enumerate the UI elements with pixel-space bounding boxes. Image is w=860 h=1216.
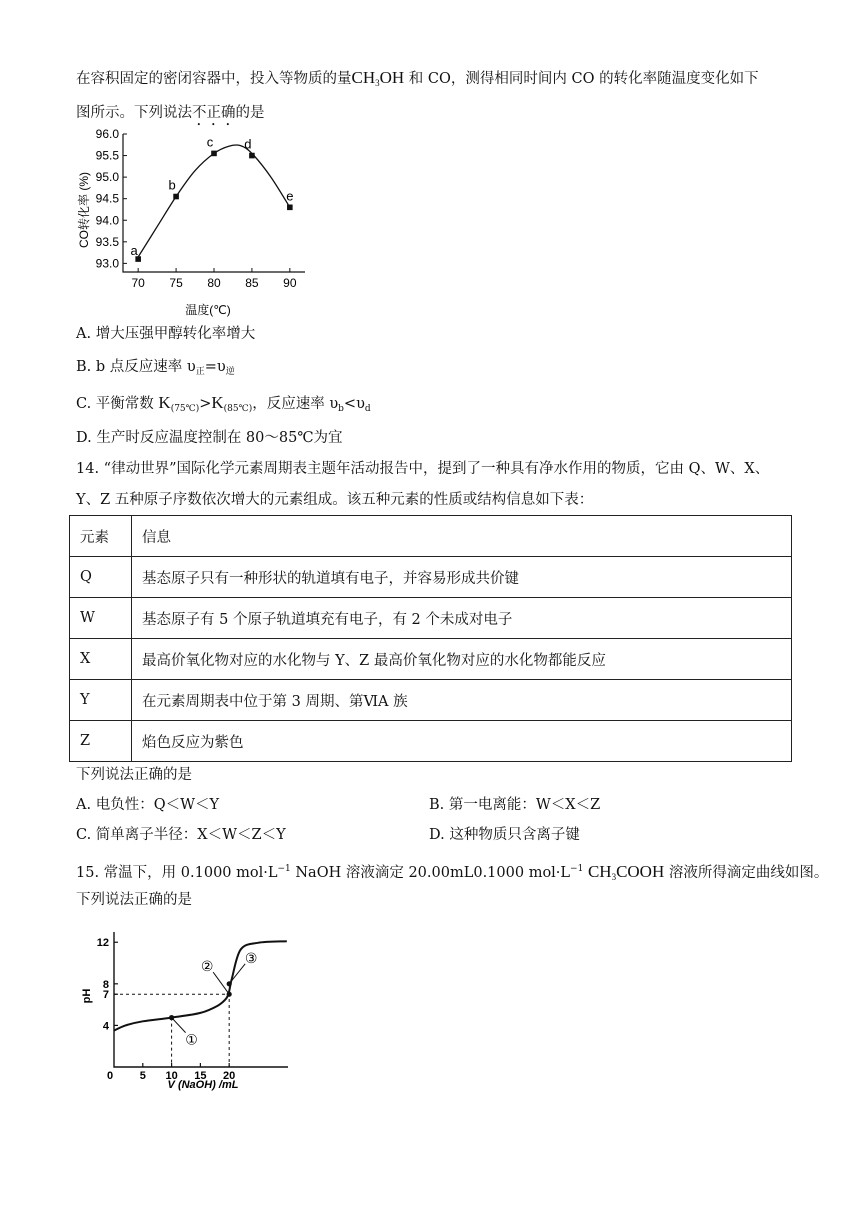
y-tick-label: 95.5: [95, 148, 119, 163]
table-cell-element: Y: [70, 680, 132, 721]
table-cell-info: 在元素周期表中位于第 3 周期、第ⅥA 族: [132, 680, 792, 721]
x-axis-label: 温度(℃): [185, 303, 231, 317]
point-label: e: [286, 188, 294, 204]
q13-option-c: C. 平衡常数 $K_{(75℃)}>K_{(85℃)}$，反应速率 $\upsilon_b<\upsilon_d$: [76, 393, 371, 414]
y-tick-label: 7: [102, 989, 109, 1002]
q14-option-a: A. 电负性：Q＜W＜Y: [76, 797, 220, 813]
y-tick-label: 93.0: [95, 256, 119, 271]
data-point-d: [249, 153, 255, 159]
co-conversion-chart: [68, 125, 318, 320]
q13-option-d: D. 生产时反应温度控制在 80～85℃为宜: [76, 430, 343, 446]
chart-axes: [114, 932, 288, 1067]
q14-stem-line2: Y、Z 五种原子序数依次增大的元素组成。该五种元素的性质或结构信息如下表：: [76, 492, 594, 508]
x-tick-label: 75: [169, 276, 183, 290]
x-tick-label: 85: [245, 276, 259, 290]
x-tick-label: 70: [131, 276, 145, 290]
q14-option-d: D. 这种物质只含离子键: [429, 827, 580, 843]
point-label: a: [130, 243, 138, 259]
x-tick-label: 20: [223, 1070, 236, 1082]
point-label: c: [206, 134, 214, 150]
data-point-b: [173, 194, 179, 200]
x-tick-label: 5: [139, 1070, 146, 1082]
q14-stem-line1: 14. “律动世界”国际化学元素周期表主题年活动报告中，提到了一种具有净水作用的物质，它由 Q、W、X、: [76, 461, 770, 477]
q14-prompt: 下列说法正确的是: [76, 767, 192, 783]
x-tick-label: 0: [106, 1070, 114, 1082]
q14-option-c: C. 简单离子半径：X＜W＜Z＜Y: [76, 827, 286, 843]
q15-stem-line1: 15. 常温下，用 0.1000 $mol\cdot L^{-1}$ NaOH 溶液滴定 20.00mL0.1000 $mol\cdot L^{-1}$ $CH_3COOH$ 溶液所得滴定曲线如图。: [76, 861, 829, 882]
table-cell-info: 基态原子有 5 个原子轨道填充有电子，有 2 个未成对电子: [132, 598, 792, 639]
table-row: [70, 680, 792, 721]
q15-stem-line2: 下列说法正确的是: [76, 892, 192, 908]
q13-option-b: B. b 点反应速率 $\upsilon_正=\upsilon_逆$: [76, 359, 235, 377]
element-info-table: [69, 515, 792, 762]
x-tick-label: 80: [207, 276, 221, 290]
titration-curve-chart: [78, 926, 303, 1096]
point-label: ②: [200, 958, 214, 975]
x-axis-label: V (NaOH) /mL: [167, 1079, 239, 1091]
y-tick-label: 94.0: [95, 213, 119, 228]
y-axis-label: pH: [81, 988, 93, 1004]
table-header-cell: 信息: [132, 516, 792, 557]
table-cell-element: Q: [70, 557, 132, 598]
table-cell-element: W: [70, 598, 132, 639]
y-tick-label: 95.0: [95, 170, 119, 185]
x-tick-label: 15: [194, 1070, 207, 1082]
leader-line: [172, 1018, 186, 1033]
y-tick-label: 8: [102, 978, 109, 991]
table-cell-info: 最高价氧化物对应的水化物与 Y、Z 最高价氧化物对应的水化物都能反应: [132, 639, 792, 680]
y-tick-label: 12: [96, 937, 109, 950]
table-header-row: [70, 516, 792, 557]
x-tick-label: 90: [283, 276, 297, 290]
data-point-c: [211, 151, 217, 157]
table-header-cell: 元素: [70, 516, 132, 557]
point-label: b: [168, 177, 176, 193]
y-tick-label: 93.5: [95, 234, 119, 249]
point-label: ③: [244, 949, 258, 966]
table-cell-info: 基态原子只有一种形状的轨道填有电子，并容易形成共价键: [132, 557, 792, 598]
table-row: [70, 721, 792, 762]
point-label: d: [244, 136, 252, 152]
table-row: [70, 557, 792, 598]
q13-intro-line2: 图所示。下列说法不正确的是: [76, 105, 265, 121]
table-cell-element: X: [70, 639, 132, 680]
table-row: [70, 639, 792, 680]
data-point-e: [287, 205, 293, 211]
y-tick-label: 94.5: [95, 191, 119, 206]
y-axis-label: CO转化率 (%): [77, 172, 91, 248]
leader-line: [229, 964, 245, 984]
table-cell-info: 焰色反应为紫色: [132, 721, 792, 762]
y-tick-label: 96.0: [95, 127, 119, 141]
x-tick-label: 10: [165, 1070, 178, 1082]
q13-option-a: A. 增大压强甲醇转化率增大: [76, 326, 256, 342]
conversion-curve: [138, 145, 290, 257]
table-row: [70, 598, 792, 639]
q14-option-b: B. 第一电离能：W＜X＜Z: [429, 797, 601, 813]
point-label: ①: [185, 1031, 198, 1048]
q13-intro-line1: 在容积固定的密闭容器中，投入等物质的量$CH_3OH$ 和 CO，测得相同时间内 CO 的转化率随温度变化如下: [76, 68, 759, 88]
titration-curve: [114, 941, 287, 1030]
y-tick-label: 4: [102, 1020, 109, 1033]
table-cell-element: Z: [70, 721, 132, 762]
